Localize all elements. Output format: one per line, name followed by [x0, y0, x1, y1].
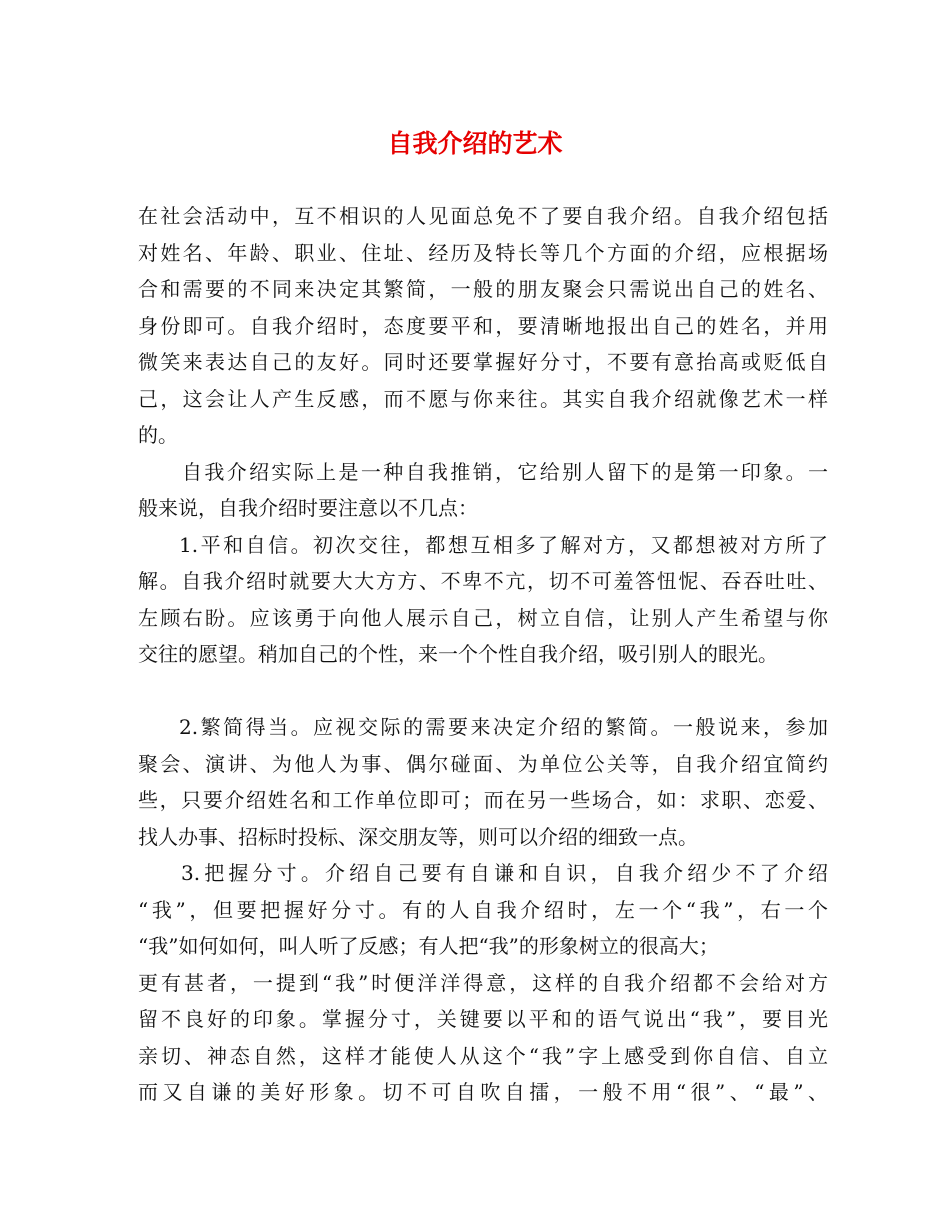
text-line: 己，这会让人产生反感，而不愿与你来往。其实自我介绍就像艺术一样 [138, 386, 828, 411]
text-line: 而又自谦的美好形象。切不可自吹自擂，一般不用“很”、“最”、 [138, 1080, 828, 1104]
text-line: 的。 [138, 423, 178, 447]
text-line: 些，只要介绍姓名和工作单位即可；而在另一些场合，如：求职、恋爱、 [138, 788, 828, 812]
paragraph-self-promotion [138, 454, 828, 527]
text-line: 般来说，自我介绍时要注意以不几点： [138, 496, 478, 520]
text-line: 2.繁简得当。应视交际的需要来决定介绍的繁简。一般说来，参加 [179, 715, 828, 739]
text-line: 1.平和自信。初次交往，都想互相多了解对方，又都想被对方所了 [179, 532, 828, 557]
paragraph-point-1 [138, 527, 828, 673]
text-line: 左顾右盼。应该勇于向他人展示自己，树立自信，让别人产生希望与你 [138, 605, 828, 630]
paragraph-point-3 [138, 855, 828, 1111]
text-line: 聚会、演讲、为他人为事、偶尔碰面、为单位公关等，自我介绍宜简约 [138, 751, 828, 776]
paragraph-point-2 [138, 709, 828, 855]
text-line: 留不良好的印象。掌握分寸，关键要以平和的语气说出“我”，要目光 [138, 1007, 828, 1031]
text-line: 交往的愿望。稍加自己的个性，来一个个性自我介绍，吸引别人的眼光。 [138, 642, 778, 666]
text-line: 身份即可。自我介绍时，态度要平和，要清晰地报出自己的姓名，并用 [138, 313, 828, 338]
text-line: “我”如何如何，叫人听了反感；有人把“我”的形象树立的很高大； [138, 934, 719, 958]
text-line: 解。自我介绍时就要大大方方、不卑不亢，切不可羞答忸怩、吞吞吐吐、 [138, 569, 828, 593]
text-line: 亲切、神态自然，这样才能使人从这个“我”字上感受到你自信、自立 [138, 1043, 828, 1068]
text-line: 在社会活动中，互不相识的人见面总免不了要自我介绍。自我介绍包括 [138, 204, 828, 228]
text-line: 合和需要的不同来决定其繁简，一般的朋友聚会只需说出自己的姓名、 [138, 277, 828, 301]
text-line: “我”，但要把握好分寸。有的人自我介绍时，左一个“我”，右一个 [138, 897, 828, 922]
blank-line [138, 673, 828, 710]
document-title: 自我介绍的艺术 [387, 129, 563, 158]
text-line: 微笑来表达自己的友好。同时还要掌握好分寸，不要有意抬高或贬低自 [138, 350, 828, 374]
text-line: 找人办事、招标时投标、深交朋友等，则可以介绍的细致一点。 [138, 824, 698, 849]
text-line: 3.把握分寸。介绍自己要有自谦和自识，自我介绍少不了介绍 [181, 861, 828, 885]
text-line: 对姓名、年龄、职业、住址、经历及特长等几个方面的介绍，应根据场 [138, 240, 828, 265]
text-line: 更有甚者，一提到“我”时便洋洋得意，这样的自我介绍都不会给对方 [138, 970, 828, 995]
document-body [138, 198, 828, 1111]
text-line: 自我介绍实际上是一种自我推销，它给别人留下的是第一印象。一 [182, 459, 828, 484]
paragraph-intro [138, 198, 828, 454]
